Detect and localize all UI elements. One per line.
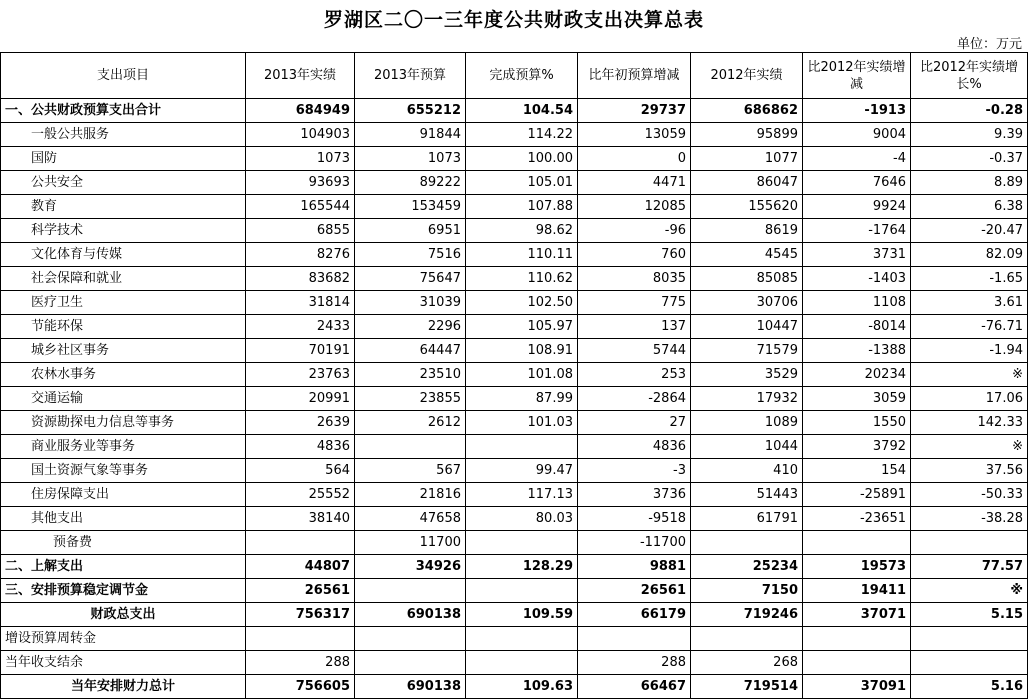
- expenditure-table: [0, 52, 1028, 699]
- row-label: 农林水事务: [1, 363, 246, 387]
- col-vs-2012-growth: 37.56: [911, 459, 1028, 483]
- col-2013-actual: 70191: [246, 339, 355, 363]
- table-row: [1, 411, 1028, 435]
- col-2013-budget: 23855: [355, 387, 466, 411]
- col-vs-initial-budget: 9881: [578, 555, 691, 579]
- row-label: 二、上解支出: [1, 555, 246, 579]
- row-label: 医疗卫生: [1, 291, 246, 315]
- col-2013-actual: 288: [246, 651, 355, 675]
- col-completion-rate: 87.99: [466, 387, 578, 411]
- col-completion-rate: [466, 627, 578, 651]
- col-vs-2012-growth: [911, 531, 1028, 555]
- col-2013-budget: 23510: [355, 363, 466, 387]
- row-label: 财政总支出: [1, 603, 246, 627]
- header-completion-rate: 完成预算%: [466, 53, 578, 99]
- col-2012-actual: 1077: [691, 147, 803, 171]
- col-2013-budget: [355, 651, 466, 675]
- col-2013-actual: 44807: [246, 555, 355, 579]
- table-row: [1, 219, 1028, 243]
- col-2013-budget: [355, 579, 466, 603]
- col-vs-2012-change: 3792: [803, 435, 911, 459]
- col-2013-budget: 7516: [355, 243, 466, 267]
- col-vs-initial-budget: -2864: [578, 387, 691, 411]
- col-vs-2012-growth: -20.47: [911, 219, 1028, 243]
- col-2012-actual: 86047: [691, 171, 803, 195]
- col-vs-2012-change: [803, 651, 911, 675]
- col-completion-rate: 101.03: [466, 411, 578, 435]
- col-2013-budget: [355, 435, 466, 459]
- col-2013-budget: 91844: [355, 123, 466, 147]
- col-2013-actual: 6855: [246, 219, 355, 243]
- col-2012-actual: 95899: [691, 123, 803, 147]
- row-label: 国土资源气象等事务: [1, 459, 246, 483]
- col-vs-2012-growth: 3.61: [911, 291, 1028, 315]
- unit-label: 单位：万元: [956, 37, 1022, 52]
- col-vs-2012-growth: -50.33: [911, 483, 1028, 507]
- col-vs-2012-change: -1913: [803, 99, 911, 123]
- row-label: 其他支出: [1, 507, 246, 531]
- col-vs-initial-budget: [578, 627, 691, 651]
- col-vs-2012-growth: 9.39: [911, 123, 1028, 147]
- col-vs-initial-budget: 29737: [578, 99, 691, 123]
- col-2012-actual: 30706: [691, 291, 803, 315]
- col-vs-initial-budget: 12085: [578, 195, 691, 219]
- col-vs-2012-change: -25891: [803, 483, 911, 507]
- col-completion-rate: [466, 651, 578, 675]
- col-2013-actual: 26561: [246, 579, 355, 603]
- col-2013-actual: 564: [246, 459, 355, 483]
- col-vs-2012-growth: -1.94: [911, 339, 1028, 363]
- col-2013-actual: 756605: [246, 675, 355, 699]
- col-vs-2012-change: 154: [803, 459, 911, 483]
- row-label: 交通运输: [1, 387, 246, 411]
- col-2013-budget: 655212: [355, 99, 466, 123]
- col-vs-2012-growth: -0.28: [911, 99, 1028, 123]
- table-row: [1, 387, 1028, 411]
- col-vs-initial-budget: 66179: [578, 603, 691, 627]
- col-2013-actual: 20991: [246, 387, 355, 411]
- col-completion-rate: 108.91: [466, 339, 578, 363]
- table-row: [1, 291, 1028, 315]
- col-2013-budget: 2612: [355, 411, 466, 435]
- col-completion-rate: 114.22: [466, 123, 578, 147]
- col-vs-initial-budget: 775: [578, 291, 691, 315]
- col-completion-rate: 107.88: [466, 195, 578, 219]
- col-2013-actual: 4836: [246, 435, 355, 459]
- row-label: 城乡社区事务: [1, 339, 246, 363]
- col-2013-budget: 690138: [355, 603, 466, 627]
- table-row: [1, 459, 1028, 483]
- col-completion-rate: 101.08: [466, 363, 578, 387]
- table-row: [1, 603, 1028, 627]
- col-vs-2012-growth: 77.57: [911, 555, 1028, 579]
- table-row: [1, 267, 1028, 291]
- row-label: 社会保障和就业: [1, 267, 246, 291]
- row-label: 节能环保: [1, 315, 246, 339]
- col-2012-actual: 7150: [691, 579, 803, 603]
- col-2012-actual: [691, 531, 803, 555]
- col-vs-2012-growth: -0.37: [911, 147, 1028, 171]
- table-row: [1, 195, 1028, 219]
- col-2012-actual: 71579: [691, 339, 803, 363]
- col-vs-2012-change: 1550: [803, 411, 911, 435]
- col-2013-actual: 1073: [246, 147, 355, 171]
- header-2013-budget: 2013年预算: [355, 53, 466, 99]
- table-row: [1, 435, 1028, 459]
- header-vs-2012-growth: 比2012年实绩增长%: [911, 53, 1028, 99]
- table-row: [1, 483, 1028, 507]
- col-vs-2012-change: 3731: [803, 243, 911, 267]
- col-2013-budget: 1073: [355, 147, 466, 171]
- row-label: 公共安全: [1, 171, 246, 195]
- row-label: 国防: [1, 147, 246, 171]
- col-vs-initial-budget: 4836: [578, 435, 691, 459]
- col-vs-2012-change: [803, 531, 911, 555]
- col-2012-actual: 410: [691, 459, 803, 483]
- col-vs-initial-budget: -96: [578, 219, 691, 243]
- col-2013-actual: 38140: [246, 507, 355, 531]
- table-row: [1, 123, 1028, 147]
- col-2013-budget: 567: [355, 459, 466, 483]
- col-vs-2012-growth: 5.16: [911, 675, 1028, 699]
- col-2013-budget: 64447: [355, 339, 466, 363]
- col-2012-actual: 719514: [691, 675, 803, 699]
- col-vs-2012-change: [803, 627, 911, 651]
- col-2013-budget: 47658: [355, 507, 466, 531]
- col-2013-budget: 690138: [355, 675, 466, 699]
- row-label: 一般公共服务: [1, 123, 246, 147]
- col-2013-actual: 756317: [246, 603, 355, 627]
- col-2012-actual: 25234: [691, 555, 803, 579]
- col-vs-2012-growth: 8.89: [911, 171, 1028, 195]
- col-vs-2012-growth: 17.06: [911, 387, 1028, 411]
- col-vs-2012-change: 19573: [803, 555, 911, 579]
- col-2012-actual: 719246: [691, 603, 803, 627]
- col-2013-budget: [355, 627, 466, 651]
- col-vs-2012-growth: ※: [911, 579, 1028, 603]
- col-2013-actual: 31814: [246, 291, 355, 315]
- col-vs-initial-budget: 5744: [578, 339, 691, 363]
- row-label: 增设预算周转金: [1, 627, 246, 651]
- col-2013-actual: 2433: [246, 315, 355, 339]
- col-vs-initial-budget: 137: [578, 315, 691, 339]
- col-2013-budget: 21816: [355, 483, 466, 507]
- col-completion-rate: [466, 435, 578, 459]
- col-vs-2012-growth: ※: [911, 435, 1028, 459]
- col-2012-actual: 4545: [691, 243, 803, 267]
- col-2012-actual: 3529: [691, 363, 803, 387]
- col-vs-initial-budget: 26561: [578, 579, 691, 603]
- table-row: [1, 579, 1028, 603]
- col-vs-2012-change: 9924: [803, 195, 911, 219]
- col-vs-initial-budget: -9518: [578, 507, 691, 531]
- col-vs-2012-change: 1108: [803, 291, 911, 315]
- col-2012-actual: 17932: [691, 387, 803, 411]
- col-completion-rate: 102.50: [466, 291, 578, 315]
- col-vs-2012-change: -8014: [803, 315, 911, 339]
- col-vs-2012-growth: -1.65: [911, 267, 1028, 291]
- col-vs-initial-budget: 13059: [578, 123, 691, 147]
- header-vs-initial-budget: 比年初预算增减: [578, 53, 691, 99]
- table-row: [1, 99, 1028, 123]
- col-vs-initial-budget: 66467: [578, 675, 691, 699]
- col-vs-initial-budget: 8035: [578, 267, 691, 291]
- col-completion-rate: 117.13: [466, 483, 578, 507]
- row-label: 资源勘探电力信息等事务: [1, 411, 246, 435]
- col-vs-2012-growth: 6.38: [911, 195, 1028, 219]
- row-label: 科学技术: [1, 219, 246, 243]
- header-2013-actual: 2013年实绩: [246, 53, 355, 99]
- col-vs-initial-budget: 0: [578, 147, 691, 171]
- col-vs-2012-growth: [911, 627, 1028, 651]
- table-row: [1, 171, 1028, 195]
- col-2013-budget: 89222: [355, 171, 466, 195]
- row-label: 当年安排财力总计: [1, 675, 246, 699]
- table-body: [1, 99, 1028, 699]
- col-vs-2012-change: 20234: [803, 363, 911, 387]
- header-row: [1, 53, 1028, 99]
- col-completion-rate: 109.59: [466, 603, 578, 627]
- col-completion-rate: [466, 579, 578, 603]
- col-2012-actual: 1044: [691, 435, 803, 459]
- col-2012-actual: 85085: [691, 267, 803, 291]
- col-2012-actual: 1089: [691, 411, 803, 435]
- table-row: [1, 627, 1028, 651]
- col-vs-2012-change: -1388: [803, 339, 911, 363]
- col-vs-2012-change: 7646: [803, 171, 911, 195]
- table-row: [1, 147, 1028, 171]
- col-vs-initial-budget: 3736: [578, 483, 691, 507]
- header-item: 支出项目: [1, 53, 246, 99]
- row-label: 当年收支结余: [1, 651, 246, 675]
- col-completion-rate: 105.97: [466, 315, 578, 339]
- col-2013-budget: 153459: [355, 195, 466, 219]
- col-2013-budget: 2296: [355, 315, 466, 339]
- col-2013-budget: 11700: [355, 531, 466, 555]
- table-row: [1, 675, 1028, 699]
- col-2013-actual: 165544: [246, 195, 355, 219]
- col-2013-actual: 684949: [246, 99, 355, 123]
- header-vs-2012-change: 比2012年实绩增减: [803, 53, 911, 99]
- col-2012-actual: 686862: [691, 99, 803, 123]
- col-2013-actual: 8276: [246, 243, 355, 267]
- col-completion-rate: 104.54: [466, 99, 578, 123]
- row-label: 预备费: [1, 531, 246, 555]
- col-completion-rate: 109.63: [466, 675, 578, 699]
- col-completion-rate: 98.62: [466, 219, 578, 243]
- row-label: 文化体育与传媒: [1, 243, 246, 267]
- col-vs-2012-change: -23651: [803, 507, 911, 531]
- col-2013-budget: 75647: [355, 267, 466, 291]
- col-2013-actual: 25552: [246, 483, 355, 507]
- col-2012-actual: 51443: [691, 483, 803, 507]
- col-vs-2012-change: -1764: [803, 219, 911, 243]
- col-2013-actual: 23763: [246, 363, 355, 387]
- col-vs-2012-growth: 142.33: [911, 411, 1028, 435]
- col-2012-actual: 61791: [691, 507, 803, 531]
- col-completion-rate: [466, 531, 578, 555]
- table-row: [1, 363, 1028, 387]
- row-label: 三、安排预算稳定调节金: [1, 579, 246, 603]
- col-vs-2012-growth: 5.15: [911, 603, 1028, 627]
- table-row: [1, 243, 1028, 267]
- col-completion-rate: 99.47: [466, 459, 578, 483]
- col-vs-2012-growth: 82.09: [911, 243, 1028, 267]
- col-completion-rate: 110.11: [466, 243, 578, 267]
- table-row: [1, 555, 1028, 579]
- col-vs-initial-budget: 760: [578, 243, 691, 267]
- col-vs-2012-change: 37071: [803, 603, 911, 627]
- col-vs-initial-budget: 288: [578, 651, 691, 675]
- col-2012-actual: [691, 627, 803, 651]
- col-2012-actual: 10447: [691, 315, 803, 339]
- col-vs-2012-change: 9004: [803, 123, 911, 147]
- table-row: [1, 651, 1028, 675]
- row-label: 一、公共财政预算支出合计: [1, 99, 246, 123]
- col-vs-2012-change: 19411: [803, 579, 911, 603]
- col-2012-actual: 155620: [691, 195, 803, 219]
- col-completion-rate: 110.62: [466, 267, 578, 291]
- row-label: 教育: [1, 195, 246, 219]
- col-completion-rate: 100.00: [466, 147, 578, 171]
- col-2013-actual: 83682: [246, 267, 355, 291]
- col-vs-2012-growth: -38.28: [911, 507, 1028, 531]
- table-row: [1, 507, 1028, 531]
- page-title: 罗湖区二〇一三年度公共财政支出决算总表: [323, 9, 704, 31]
- col-2013-actual: 104903: [246, 123, 355, 147]
- col-vs-2012-growth: ※: [911, 363, 1028, 387]
- table-row: [1, 339, 1028, 363]
- col-vs-initial-budget: 4471: [578, 171, 691, 195]
- col-vs-initial-budget: 253: [578, 363, 691, 387]
- table-row: [1, 315, 1028, 339]
- table-row: [1, 531, 1028, 555]
- col-vs-2012-change: 37091: [803, 675, 911, 699]
- row-label: 住房保障支出: [1, 483, 246, 507]
- col-vs-2012-growth: [911, 651, 1028, 675]
- col-2013-budget: 34926: [355, 555, 466, 579]
- col-2013-actual: 2639: [246, 411, 355, 435]
- col-2013-actual: 93693: [246, 171, 355, 195]
- col-2013-budget: 6951: [355, 219, 466, 243]
- col-2013-budget: 31039: [355, 291, 466, 315]
- col-completion-rate: 80.03: [466, 507, 578, 531]
- col-2013-actual: [246, 531, 355, 555]
- header-2012-actual: 2012年实绩: [691, 53, 803, 99]
- col-vs-initial-budget: -3: [578, 459, 691, 483]
- col-2012-actual: 8619: [691, 219, 803, 243]
- col-completion-rate: 105.01: [466, 171, 578, 195]
- col-vs-initial-budget: 27: [578, 411, 691, 435]
- row-label: 商业服务业等事务: [1, 435, 246, 459]
- col-vs-2012-growth: -76.71: [911, 315, 1028, 339]
- col-completion-rate: 128.29: [466, 555, 578, 579]
- col-vs-2012-change: -1403: [803, 267, 911, 291]
- col-vs-2012-change: -4: [803, 147, 911, 171]
- col-vs-2012-change: 3059: [803, 387, 911, 411]
- col-2012-actual: 268: [691, 651, 803, 675]
- col-2013-actual: [246, 627, 355, 651]
- col-vs-initial-budget: -11700: [578, 531, 691, 555]
